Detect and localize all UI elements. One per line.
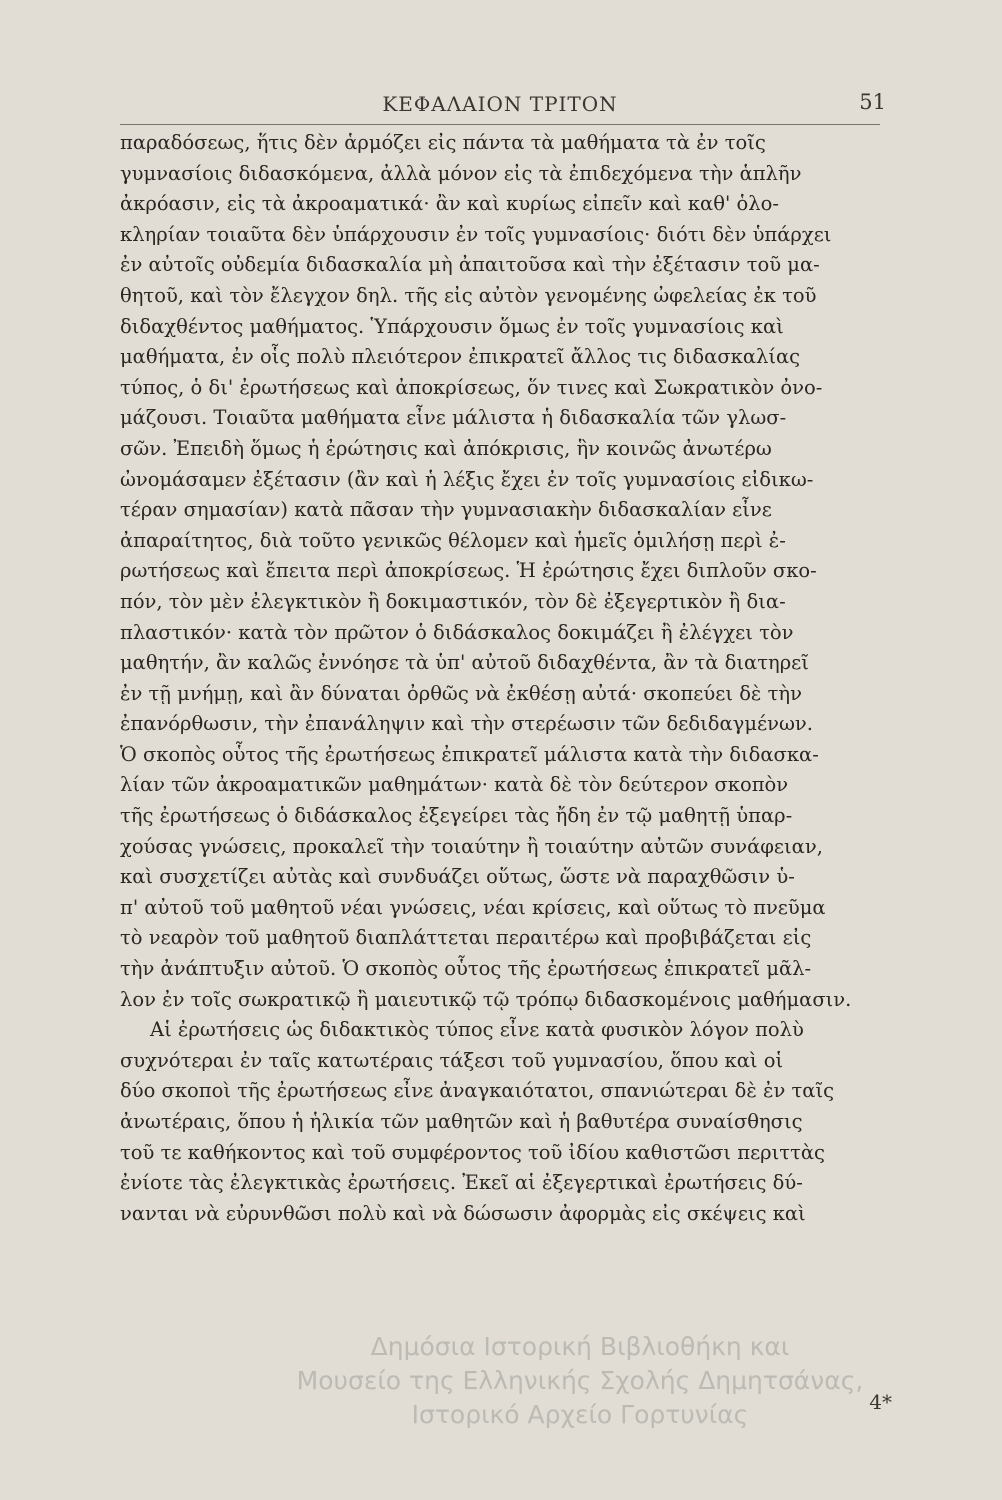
text-line: μαθητήν, ἂν καλῶς ἐννόησε τὰ ὑπ' αὐτοῦ διδαχθέντα, ἂν τὰ διατηρεῖ	[120, 651, 809, 675]
library-watermark	[180, 1330, 980, 1432]
text-line: τέραν σημασίαν) κατὰ πᾶσαν τὴν γυμνασιακὴν διδασκαλίαν εἶνε	[120, 498, 772, 522]
text-line: ἐνίοτε τὰς ἐλεγκτικὰς ἐρωτήσεις. Ἐκεῖ αἱ ἐξεγερτικαὶ ἐρωτήσεις δύ-	[120, 1171, 803, 1195]
text-line: τὴν ἀνάπτυξιν αὐτοῦ. Ὁ σκοπὸς οὗτος τῆς ἐρωτήσεως ἐπικρατεῖ μᾶλ-	[120, 957, 812, 981]
watermark-line: Ιστορικό Αρχείο Γορτυνίας	[411, 1400, 749, 1429]
running-title: ΚΕΦΑΛΑΙΟΝ ΤΡΙΤΟΝ	[382, 92, 618, 116]
text-line: πόν, τὸν μὲν ἐλεγκτικὸν ἢ δοκιμαστικόν, τὸν δὲ ἐξεγερτικὸν ἢ δια-	[120, 589, 786, 613]
text-line: π' αὐτοῦ τοῦ μαθητοῦ νέαι γνώσεις, νέαι κρίσεις, καὶ οὕτως τὸ πνεῦμα	[120, 895, 826, 919]
text-line: συχνότεραι ἐν ταῖς κατωτέραις τάξεσι τοῦ γυμνασίου, ὅπου καὶ οἱ	[120, 1048, 784, 1072]
text-line: γυμνασίοις διδασκόμενα, ἀλλὰ μόνον εἰς τὰ ἐπιδεχόμενα τὴν ἁπλῆν	[120, 161, 802, 185]
text-line: λον ἐν τοῖς σωκρατικῷ ἢ μαιευτικῷ τῷ τρόπῳ διδασκομένοις μαθήμασιν.	[120, 987, 852, 1011]
text-line: τοῦ τε καθήκοντος καὶ τοῦ συμφέροντος τοῦ ἰδίου καθιστῶσι περιττὰς	[120, 1140, 825, 1164]
text-line: ἐπανόρθωσιν, τὴν ἐπανάληψιν καὶ τὴν στερέωσιν τῶν δεδιδαγμένων.	[120, 712, 813, 736]
text-line: μαθήματα, ἐν οἷς πολὺ πλειότερον ἐπικρατεῖ ἄλλος τις διδασκαλίας	[120, 345, 801, 369]
text-line: ἐν τῇ μνήμῃ, καὶ ἂν δύναται ὀρθῶς νὰ ἐκθέσῃ αὐτά· σκοπεύει δὲ τὴν	[120, 681, 802, 705]
text-line: κληρίαν τοιαῦτα δὲν ὑπάρχουσιν ἐν τοῖς γυμνασίοις· διότι δὲν ὑπάρχει	[120, 222, 832, 246]
watermark-line: Μουσείο της Ελληνικής Σχολής Δημητσάνας,	[296, 1366, 864, 1395]
text-line: Ὁ σκοπὸς οὗτος τῆς ἐρωτήσεως ἐπικρατεῖ μάλιστα κατὰ τὴν διδασκα-	[120, 742, 819, 766]
text-line: ἀκρόασιν, εἰς τὰ ἀκροαματικά· ἂν καὶ κυρίως εἰπεῖν καὶ καθ' ὁλο-	[120, 192, 779, 216]
text-line: δύο σκοποὶ τῆς ἐρωτήσεως εἶνε ἀναγκαιότατοι, σπανιώτεραι δὲ ἐν ταῖς	[120, 1079, 835, 1103]
body-text	[120, 128, 880, 1229]
text-line: χούσας γνώσεις, προκαλεῖ τὴν τοιαύτην ἢ τοιαύτην αὐτῶν συνάφειαν,	[120, 834, 823, 858]
text-line: σῶν. Ἐπειδὴ ὅμως ἡ ἐρώτησις καὶ ἀπόκρισις, ἣν κοινῶς ἀνωτέρω	[120, 436, 772, 460]
watermark-line: Δημόσια Ιστορική Βιβλιοθήκη και	[370, 1332, 790, 1361]
text-line: νανται νὰ εὐρυνθῶσι πολὺ καὶ νὰ δώσωσιν ἀφορμὰς εἰς σκέψεις καὶ	[120, 1201, 806, 1225]
text-line: πλαστικόν· κατὰ τὸν πρῶτον ὁ διδάσκαλος δοκιμάζει ἢ ἐλέγχει τὸν	[120, 620, 794, 644]
text-line: θητοῦ, καὶ τὸν ἔλεγχον δηλ. τῆς εἰς αὐτὸν γενομένης ὠφελείας ἐκ τοῦ	[120, 283, 817, 307]
page-header	[120, 84, 886, 124]
text-line: καὶ συσχετίζει αὐτὰς καὶ συνδυάζει οὕτως, ὥστε νὰ παραχθῶσιν ὑ-	[120, 865, 795, 889]
text-line: τῆς ἐρωτήσεως ὁ διδάσκαλος ἐξεγείρει τὰς ἤδη ἐν τῷ μαθητῇ ὑπαρ-	[120, 804, 793, 828]
text-line: διδαχθέντος μαθήματος. Ὑπάρχουσιν ὅμως ἐν τοῖς γυμνασίοις καὶ	[120, 314, 784, 338]
text-line: παραδόσεως, ἥτις δὲν ἁρμόζει εἰς πάντα τὰ μαθήματα τὰ ἐν τοῖς	[120, 131, 766, 154]
text-line: Αἱ ἐρωτήσεις ὡς διδακτικὸς τύπος εἶνε κατὰ φυσικὸν λόγον πολὺ	[150, 1018, 804, 1042]
text-line: τύπος, ὁ δι' ἐρωτήσεως καὶ ἀποκρίσεως, ὅν τινες καὶ Σωκρατικὸν ὀνο-	[120, 375, 823, 399]
signature-mark: 4*	[869, 1390, 892, 1414]
header-rule	[120, 124, 880, 125]
text-line: τὸ νεαρὸν τοῦ μαθητοῦ διαπλάττεται περαιτέρω καὶ προβιβάζεται εἰς	[120, 926, 812, 950]
text-line: ἀνωτέραις, ὅπου ἡ ἡλικία τῶν μαθητῶν καὶ ἡ βαθυτέρα συναίσθησις	[120, 1110, 803, 1133]
text-line: μάζουσι. Τοιαῦτα μαθήματα εἶνε μάλιστα ἡ διδασκαλία τῶν γλωσ-	[120, 406, 787, 430]
text-line: ρωτήσεως καὶ ἔπειτα περὶ ἀποκρίσεως. Ἡ ἐρώτησις ἔχει διπλοῦν σκο-	[120, 559, 817, 583]
page-number: 51	[859, 90, 886, 114]
text-line: λίαν τῶν ἀκροαματικῶν μαθημάτων· κατὰ δὲ τὸν δεύτερον σκοπὸν	[120, 773, 789, 797]
text-line: ἐν αὐτοῖς οὐδεμία διδασκαλία μὴ ἀπαιτοῦσα καὶ τὴν ἐξέτασιν τοῦ μα-	[120, 253, 820, 277]
text-line: ἀπαραίτητος, διὰ τοῦτο γενικῶς θέλομεν καὶ ἡμεῖς ὁμιλήσῃ περὶ ἐ-	[120, 528, 786, 552]
text-line: ὠνομάσαμεν ἐξέτασιν (ἂν καὶ ἡ λέξις ἔχει ἐν τοῖς γυμνασίοις εἰδικω-	[120, 467, 814, 491]
